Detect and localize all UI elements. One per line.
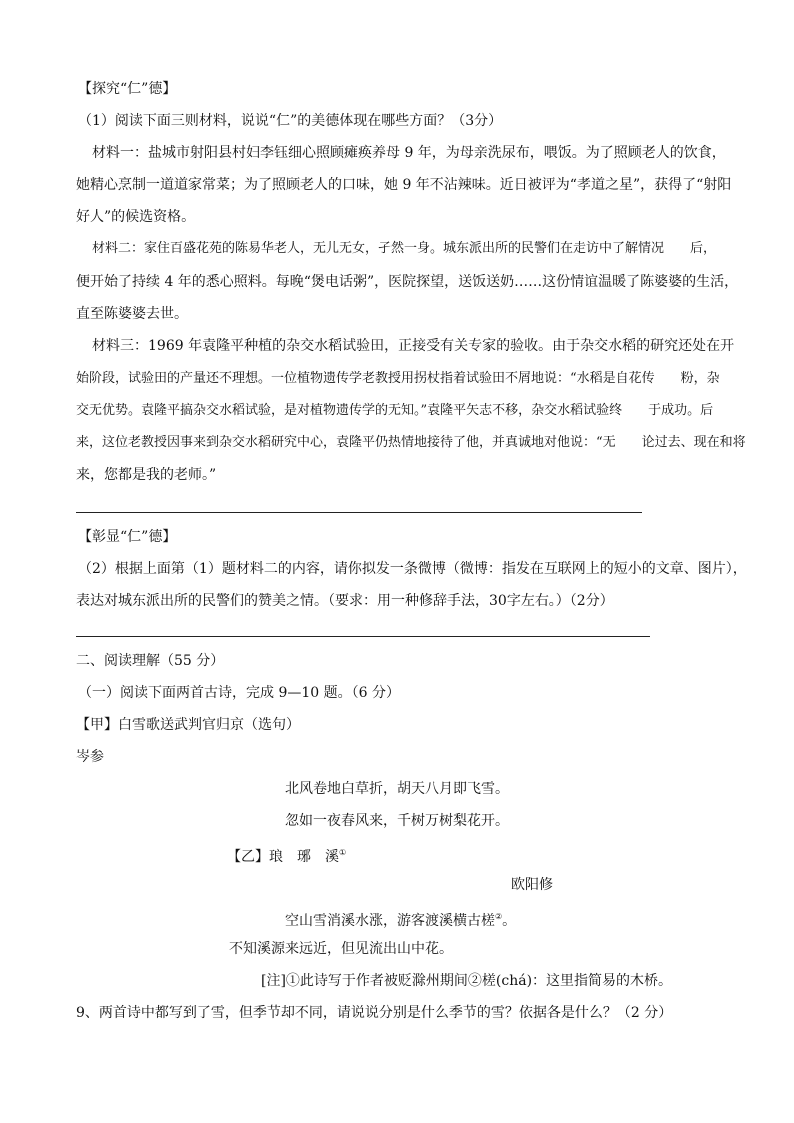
poem-b-title xyxy=(227,844,346,866)
poem-a-author: 岑参 xyxy=(76,749,104,765)
part-2-heading: 二、阅读理解（55 分） xyxy=(76,653,225,669)
material-1-line: 她精心烹制一道道家常菜；为了照顾老人的口味，她 9 年不沾辣味。近日被评为“孝道之星”，获得了“射阳 xyxy=(76,177,732,193)
question-2-line: （2）根据上面第（1）题材料二的内容，请你拟发一条微博（微博：指发在互联网上的短小的文章、图片）， xyxy=(78,561,747,577)
section-heading-show: 【彰显“仁”德】 xyxy=(78,529,177,545)
footnote-mark: ② xyxy=(495,912,503,921)
poem-a-line: 北风卷地白草折，胡天八月即飞雪。 xyxy=(285,781,509,797)
poem-b-line-text: 空山雪消溪水涨，游客渡溪横古槎 xyxy=(285,913,495,929)
material-3-line: 始阶段，试验田的产量还不理想。一位植物遗传学老教授用拐杖指着试验田不屑地说：“水稻是自花传 粉，杂 xyxy=(76,371,720,386)
question-9: 9、两首诗中都写到了雪，但季节却不同，请说说分别是什么季节的雪？依据各是什么？（2 分） xyxy=(76,1005,673,1021)
material-1-line: 材料一：盐城市射阳县村妇李钰细心照顾瘫痪养母 9 年，为母亲洗尿布，喂饭。为了照顾老人的饮食， xyxy=(92,145,726,161)
section-heading-explore: 【探究“仁”德】 xyxy=(78,81,177,97)
answer-line xyxy=(76,636,650,637)
poem-b-line: 不知溪源来远近，但见流出山中花。 xyxy=(229,941,453,957)
poem-b-line-end: 。 xyxy=(502,913,517,929)
poem-a-title: 【甲】白雪歌送武判官归京（选句） xyxy=(76,717,300,733)
material-3-line: 来，这位老教授因事来到杂交水稻研究中心，袁隆平仍热情地接待了他，并真诚地对他说：“无 论过去、现在和将 xyxy=(76,435,746,450)
question-1: （1）阅读下面三则材料，说说“仁”的美德体现在哪些方面？（3分） xyxy=(78,113,503,129)
material-2-line: 材料二：家住百盛花苑的陈易华老人，无儿无女，孑然一身。城东派出所的民警们在走访中了解情况 后， xyxy=(92,241,717,256)
poem-b-line xyxy=(285,908,516,930)
poem-note: [注]①此诗写于作者被贬滁州期间②槎(chá)：这里指简易的木桥。 xyxy=(261,973,673,989)
poem-b-title-text: 【乙】琅 琊 溪 xyxy=(227,849,339,865)
material-3-line: 交无优势。袁隆平搞杂交水稻试验，是对植物遗传学的无知。”袁隆平矢志不移，杂交水稻试验终 于成功。后 xyxy=(76,403,714,418)
material-3-line: 来，您都是我的老师。” xyxy=(76,467,217,483)
poem-a-line: 忽如一夜春风来，千树万树梨花开。 xyxy=(285,813,509,829)
material-3-line: 材料三：1969 年袁隆平种植的杂交水稻试验田，正接受有关专家的验收。由于杂交水稻的研究还处在开 xyxy=(92,338,735,354)
question-2-line: 表达对城东派出所的民警们的赞美之情。（要求：用一种修辞手法，30字左右。）（2分） xyxy=(76,593,614,609)
material-2-line: 直至陈婆婆去世。 xyxy=(76,306,188,322)
sub-section-heading: （一）阅读下面两首古诗，完成 9—10 题。（6 分） xyxy=(78,685,400,701)
poem-b-author: 欧阳修 xyxy=(511,877,553,893)
material-1-line: 好人”的候选资格。 xyxy=(76,209,196,225)
material-2-line: 便开始了持续 4 年的悉心照料。每晚“煲电话粥”，医院探望，送饭送奶……这份情谊温暖了陈婆婆的生活， xyxy=(76,274,739,290)
footnote-mark: ① xyxy=(339,848,347,857)
answer-line xyxy=(76,512,642,513)
